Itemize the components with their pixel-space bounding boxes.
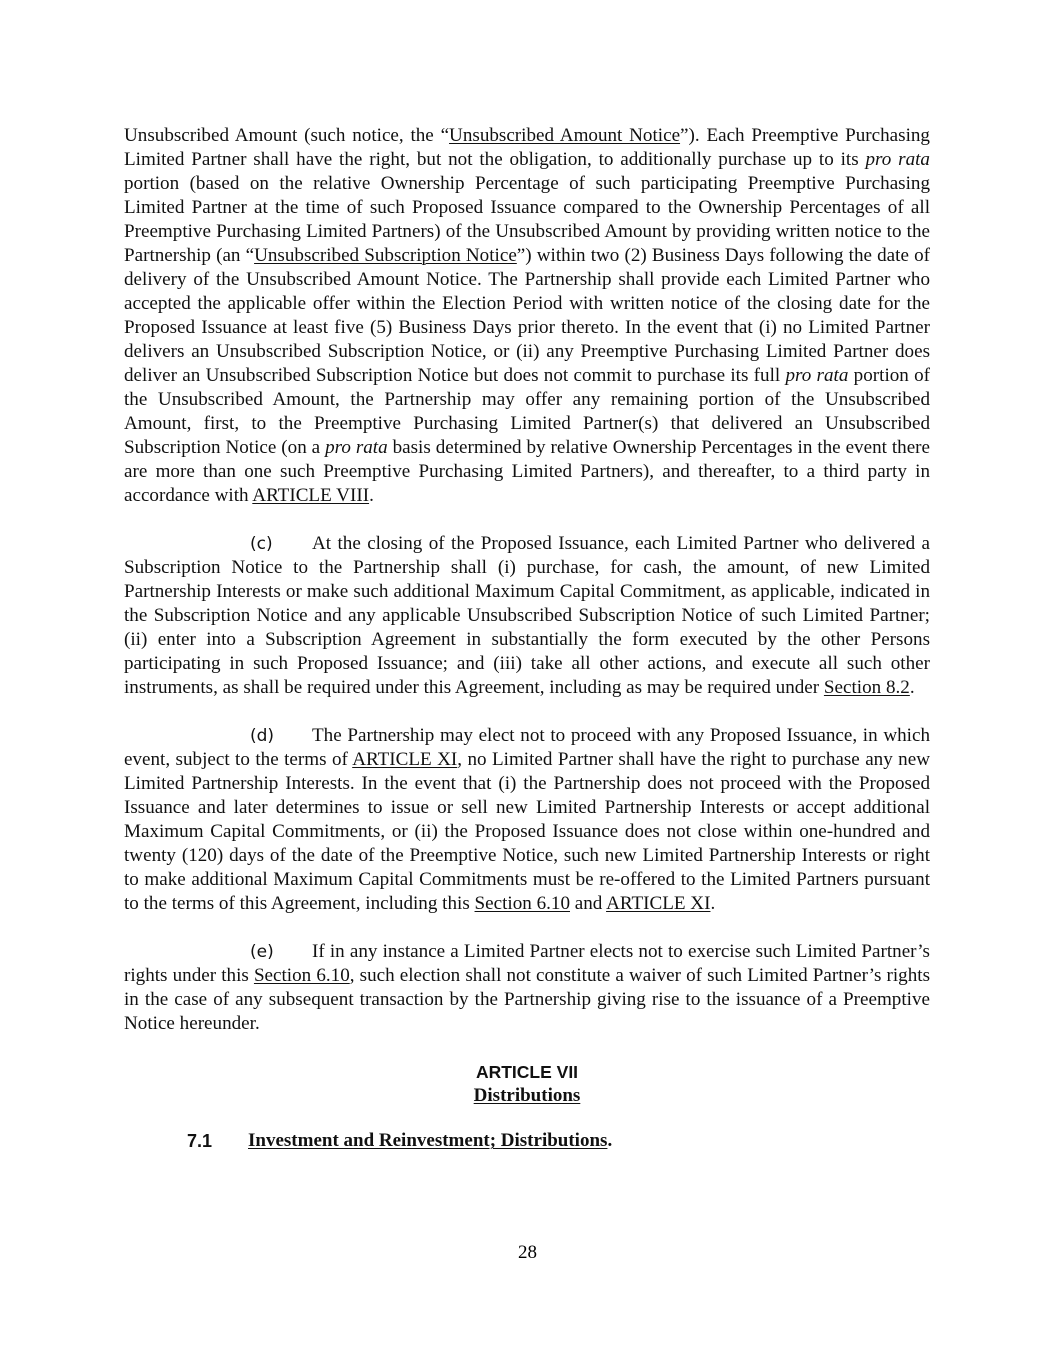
paragraph-label: (d): [250, 726, 275, 746]
section-heading: [124, 1129, 930, 1155]
page-number: 28: [518, 1242, 537, 1263]
cross-reference-section-6-10: Section 6.10: [253, 965, 350, 986]
document-page: [124, 124, 930, 1155]
paragraph-c: (c) At the closing of the Proposed Issuance, each Limited Partner who delivered a Subscription Notice to the Partnership shall (i) purchase, for cash, the amount, of new Limited Partnership Interests or make such additional Maximum Capital Commitment, as applicable, indicated in the Subscription Notice and any applicable Unsubscribed Subscription Notice of such Limited Partner; (ii) enter into a Subscription Agreement in substantially the form executed by the other Persons participating in such Proposed Issuance; and (iii) take all other actions, and execute all such other instruments, as shall be required under this Agreement, including as may be required under Section 8.2.: [124, 533, 930, 698]
cross-reference-section-8-2: Section 8.2: [823, 677, 910, 698]
section-number: 7.1: [187, 1131, 213, 1151]
article-heading: ARTICLE VII: [475, 1062, 579, 1082]
section-title: Investment and Reinvestment; Distributions.: [248, 1130, 613, 1151]
paragraph-label: (e): [250, 942, 274, 962]
paragraph-d: (d) The Partnership may elect not to proceed with any Proposed Issuance, in which event, subject to the terms of ARTICLE XI, no Limited Partner shall have the right to purchase any new Limited Partnership Interests. In the event that (i) the Partnership does not proceed with the Proposed Issuance and later determines to issue or sell new Limited Partnership Interests or accept additional Maximum Capital Commitments, or (ii) the Proposed Issuance does not close within one-hundred and twenty (120) days of the date of the Preemptive Notice, such new Limited Partnership Interests or right to make additional Maximum Capital Commitments must be re-offered to the Limited Partners pursuant to the terms of this Agreement, including this Section 6.10 and ARTICLE XI.: [124, 725, 930, 914]
defined-term-unsubscribed-amount-notice: Unsubscribed Amount Notice: [449, 125, 681, 146]
article-subheading: Distributions: [473, 1085, 581, 1106]
paragraph-b-continuation: Unsubscribed Amount (such notice, the “Unsubscribed Amount Notice”). Each Preemptive Purchasing Limited Partner shall have the right, but not the obligation, to additionally purchase up to its pro rata portion (based on the relative Ownership Percentage of such participating Preemptive Purchasing Limited Partner at the time of such Proposed Issuance compared to the Ownership Percentages of all Preemptive Purchasing Limited Partners) of the Unsubscribed Amount by providing written notice to the Partnership (an “Unsubscribed Subscription Notice”) within two (2) Business Days following the date of delivery of the Unsubscribed Amount Notice. The Partnership shall provide each Limited Partner who accepted the applicable offer within the Election Period with written notice of the closing date for the Proposed Issuance at least five (5) Business Days prior thereto. In the event that (i) no Limited Partner delivers an Unsubscribed Subscription Notice, or (ii) any Preemptive Purchasing Limited Partner does deliver an Unsubscribed Subscription Notice but does not commit to purchase its full pro rata portion of the Unsubscribed Amount, the Partnership may offer any remaining portion of the Unsubscribed Amount, first, to the Preemptive Purchasing Limited Partner(s) that delivered an Unsubscribed Subscription Notice (on a pro rata basis determined by relative Ownership Percentages in the event there are more than one such Preemptive Purchasing Limited Partners), and thereafter, to a third party in accordance with ARTICLE VIII.: [124, 125, 931, 506]
cross-reference-article-viii: ARTICLE VIII: [252, 485, 370, 506]
cross-reference-article-xi: ARTICLE XI: [606, 893, 711, 914]
paragraph-e: (e) If in any instance a Limited Partner elects not to exercise such Limited Partner’s rights under this Section 6.10, such election shall not constitute a waiver of such Limited Partner’s rights in the case of any subsequent transaction by the Partnership giving rise to the issuance of a Preemptive Notice hereunder.: [124, 941, 930, 1034]
defined-term-unsubscribed-subscription-notice: Unsubscribed Subscription Notice: [254, 245, 517, 266]
cross-reference-article-xi: ARTICLE XI: [352, 749, 458, 770]
cross-reference-section-6-10: Section 6.10: [474, 893, 570, 914]
paragraph-label: (c): [250, 534, 273, 554]
